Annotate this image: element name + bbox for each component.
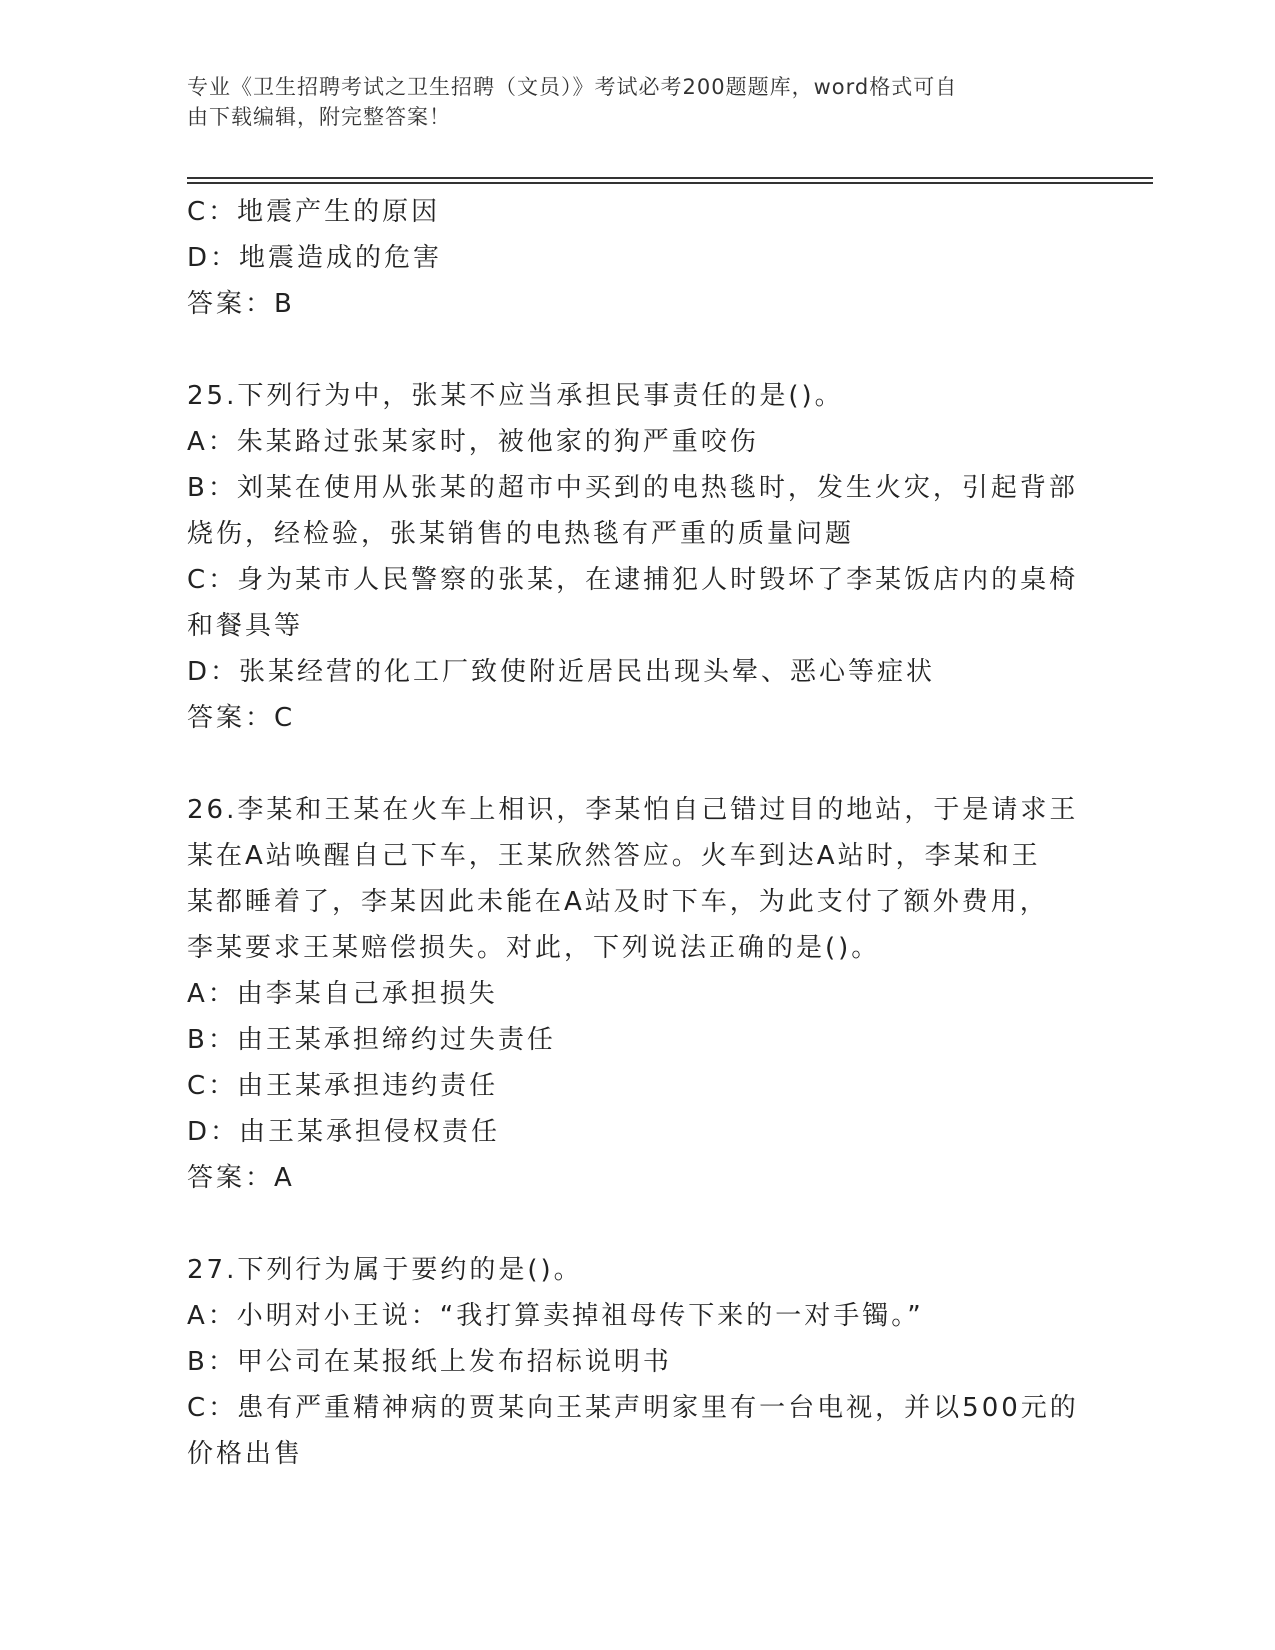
question-block — [187, 373, 1077, 741]
document-header — [187, 72, 1067, 132]
header-divider — [187, 182, 1153, 184]
question-line: C：身为某市人民警察的张某，在逮捕犯人时毁坏了李某饭店内的桌椅 — [187, 565, 1079, 595]
question-line: A：由李某自己承担损失 — [187, 979, 498, 1009]
question-line: A：小明对小王说：“我打算卖掉祖母传下来的一对手镯。” — [187, 1301, 924, 1331]
question-line: 李某要求王某赔偿损失。对此，下列说法正确的是()。 — [187, 933, 881, 963]
question-line: 烧伤，经检验，张某销售的电热毯有严重的质量问题 — [187, 519, 855, 549]
question-block — [187, 787, 1077, 1201]
question-block — [187, 1247, 1077, 1477]
question-line: C：患有严重精神病的贾某向王某声明家里有一台电视，并以500元的 — [187, 1393, 1079, 1423]
question-line: D：张某经营的化工厂致使附近居民出现头晕、恶心等症状 — [187, 657, 936, 687]
question-line: 25.下列行为中，张某不应当承担民事责任的是()。 — [187, 381, 844, 411]
answer-line: 答案：B — [187, 289, 295, 319]
question-line: 27.下列行为属于要约的是()。 — [187, 1255, 583, 1285]
question-line: D：由王某承担侵权责任 — [187, 1117, 501, 1147]
answer-line: 答案：A — [187, 1163, 295, 1193]
question-line: B：甲公司在某报纸上发布招标说明书 — [187, 1347, 672, 1377]
question-line: C：地震产生的原因 — [187, 197, 441, 227]
header-divider — [187, 177, 1153, 179]
question-line: A：朱某路过张某家时，被他家的狗严重咬伤 — [187, 427, 759, 457]
question-block — [187, 189, 1077, 327]
header-line: 专业《卫生招聘考试之卫生招聘（文员）》考试必考200题题库，word格式可自 — [187, 75, 958, 99]
question-line: 和餐具等 — [187, 611, 304, 641]
question-line: C：由王某承担违约责任 — [187, 1071, 499, 1101]
question-content — [187, 189, 1077, 1477]
question-line: B：刘某在使用从张某的超市中买到的电热毯时，发生火灾，引起背部 — [187, 473, 1078, 503]
question-line: 26.李某和王某在火车上相识，李某怕自己错过目的地站，于是请求王 — [187, 795, 1079, 825]
question-line: 价格出售 — [187, 1439, 304, 1469]
header-line: 由下载编辑，附完整答案！ — [187, 105, 451, 129]
question-line: B：由王某承担缔约过失责任 — [187, 1025, 556, 1055]
question-line: 某在A站唤醒自己下车，王某欣然答应。火车到达A站时，李某和王 — [187, 841, 1041, 871]
answer-line: 答案：C — [187, 703, 296, 733]
question-line: 某都睡着了，李某因此未能在A站及时下车，为此支付了额外费用， — [187, 887, 1049, 917]
question-line: D：地震造成的危害 — [187, 243, 443, 273]
